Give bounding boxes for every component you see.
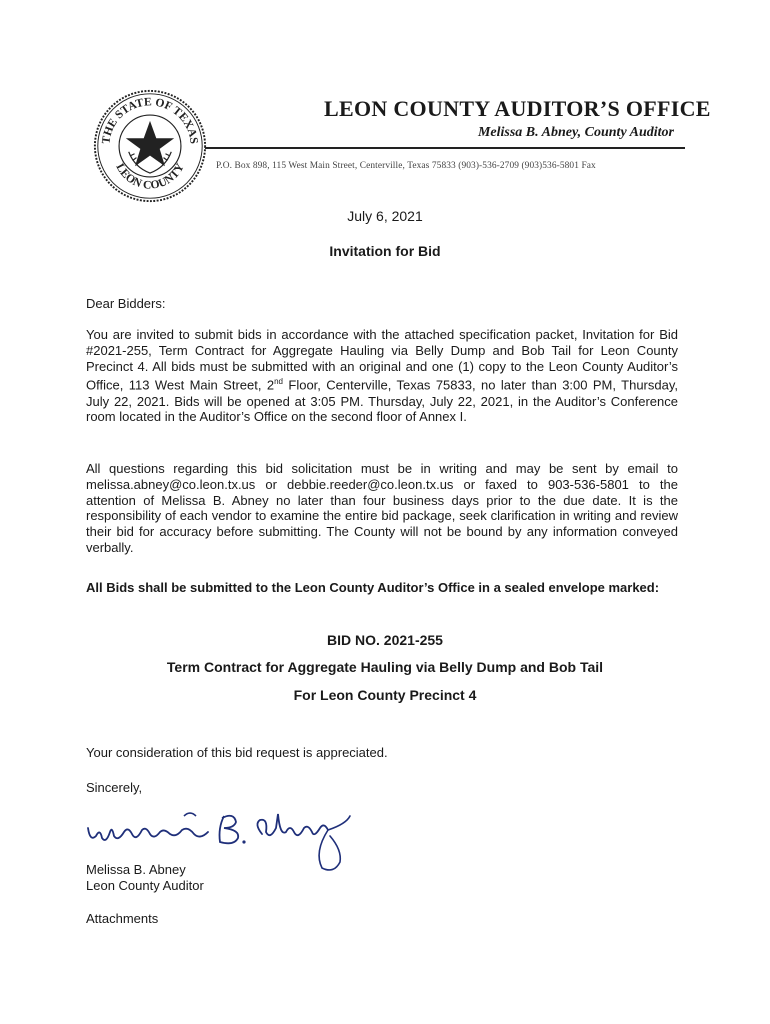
bid-number: BID NO. 2021-255	[327, 632, 443, 648]
letter-title: Invitation for Bid	[329, 243, 441, 259]
bid-precinct: For Leon County Precinct 4	[293, 687, 477, 703]
svg-text:LEON COUNTY: LEON COUNTY	[113, 161, 187, 192]
signer-title: Leon County Auditor	[86, 878, 204, 893]
county-seal	[92, 88, 208, 204]
auditor-name-line: Melissa B. Abney, County Auditor	[477, 125, 674, 140]
ordinal-superscript: nd	[274, 377, 283, 387]
paragraph-invitation	[86, 327, 678, 425]
paragraph-invitation-part2: Floor, Centerville, Texas 75833, no later than 3:00 PM, Thursday, July 22, 2021. Bids will be opened at 3:05 PM. Thursday, July 22, 2021, in the Auditor’s Conference room located in the Auditor’s Office on the second floor of Annex I.	[86, 377, 678, 425]
signoff: Sincerely,	[86, 780, 143, 795]
svg-text:THE STATE OF TEXAS: THE STATE OF TEXAS	[99, 95, 201, 145]
signer-name: Melissa B. Abney	[86, 862, 186, 877]
attachments-note: Attachments	[86, 911, 159, 926]
salutation: Dear Bidders:	[86, 296, 166, 311]
office-title: LEON COUNTY AUDITOR’S OFFICE	[324, 96, 711, 121]
bid-subject: Term Contract for Aggregate Hauling via Belly Dump and Bob Tail	[166, 659, 604, 675]
paragraph-invitation-part1: You are invited to submit bids in accordance with the attached specification packet, Invitation for Bid #2021-255, Term Contract for Aggregate Hauling via Belly Dump and Bob Tail for Leon County Precinct 4. All bids must be submitted with an original and one (1) copy to the Leon County Auditor’s Office, 113 West Main Street, 2	[86, 327, 678, 393]
letter-date: July 6, 2021	[347, 208, 423, 224]
office-address: P.O. Box 898, 115 West Main Street, Centerville, Texas 75833 (903)-536-2709 (903)536-5801 Fax	[216, 161, 596, 171]
paragraph-submission: All Bids shall be submitted to the Leon County Auditor’s Office in a sealed envelope marked:	[86, 580, 660, 595]
paragraph-questions: All questions regarding this bid solicitation must be in writing and may be sent by email to melissa.abney@co.leon.tx.us or debbie.reeder@co.leon.tx.us or faxed to 903-536-5801 to the attention of Melissa B. Abney no later than four business days prior to the due date. It is the responsibility of each vendor to examine the entire bid package, seek clarification in writing and review their bid for accuracy before submitting. The County will not be bound by any information conveyed verbally.	[86, 461, 678, 555]
header-divider	[205, 147, 685, 149]
closing-line: Your consideration of this bid request is appreciated.	[86, 745, 388, 760]
